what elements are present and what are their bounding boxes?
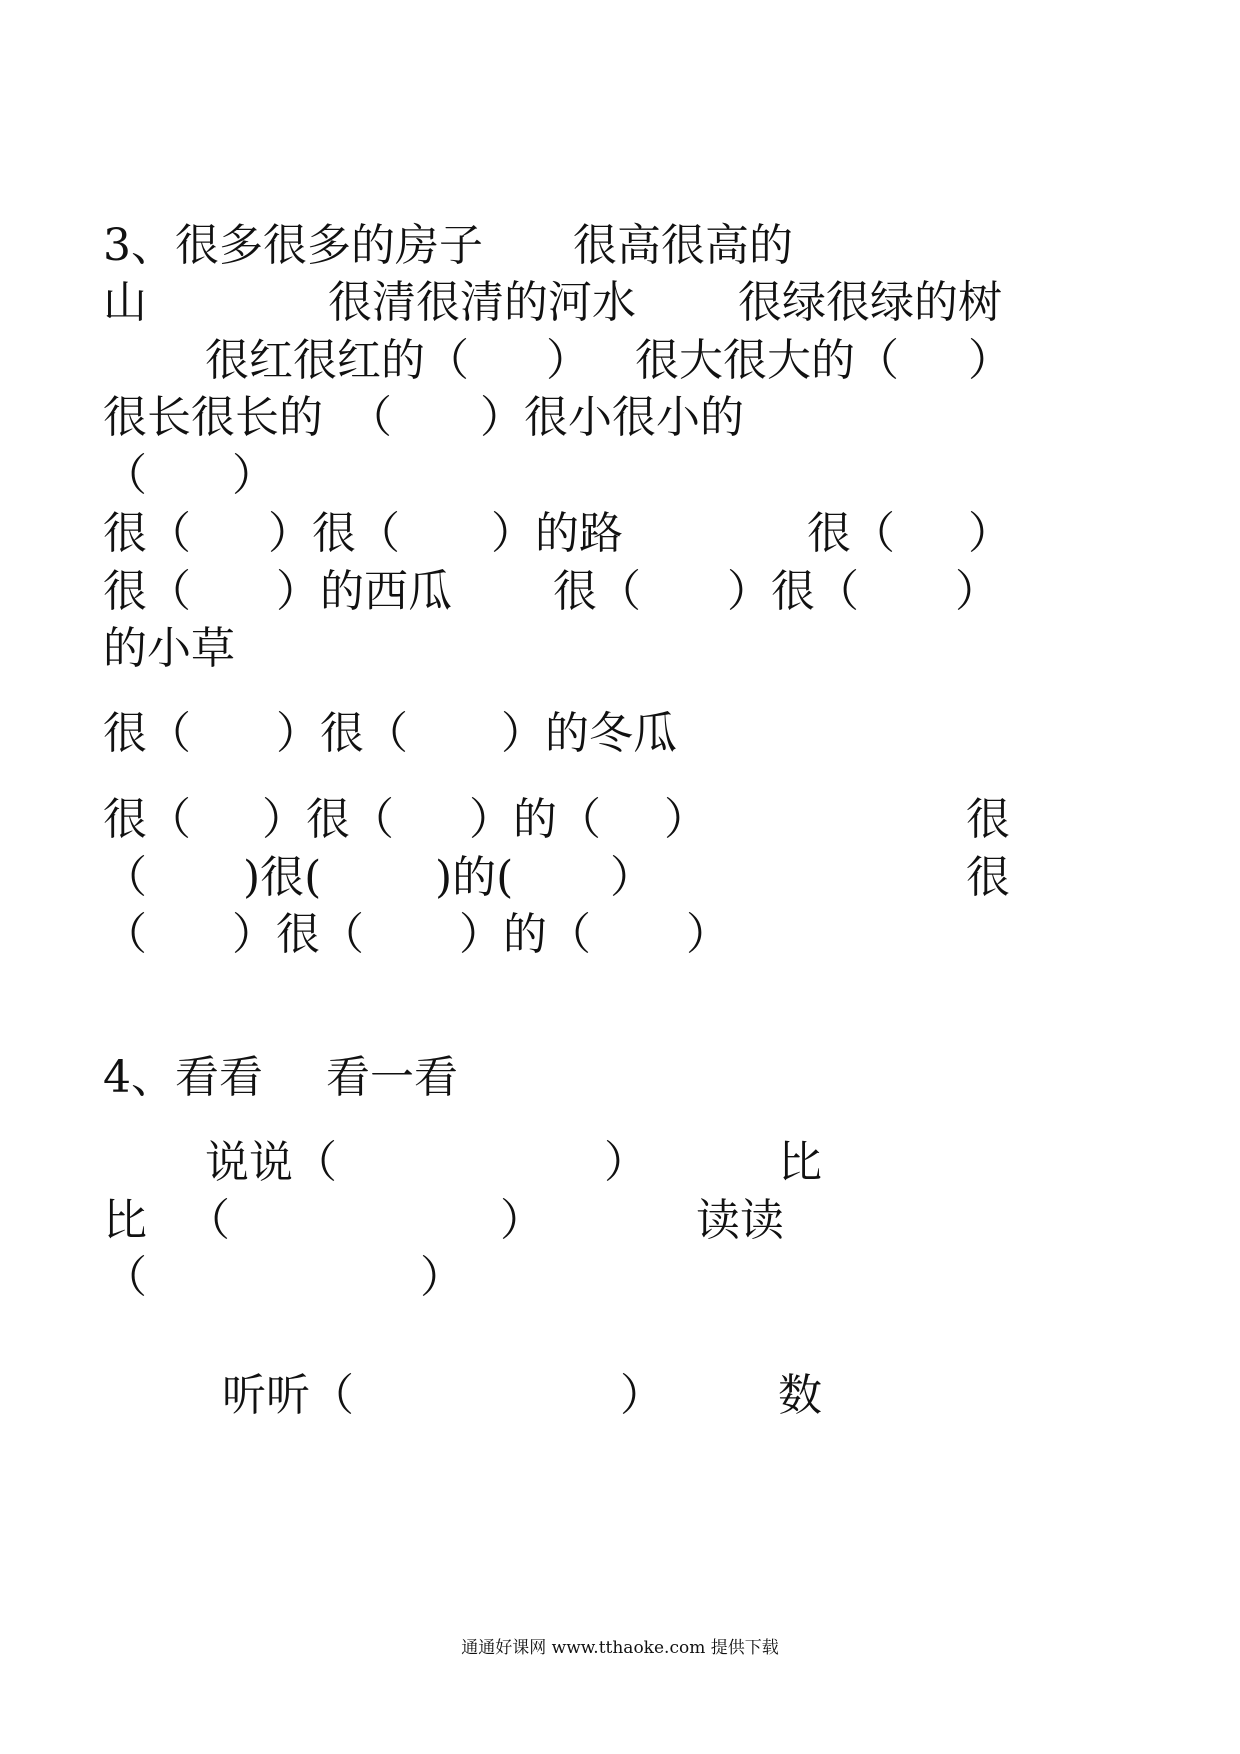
text-segment: ） [232, 450, 276, 501]
text-segment: 很大很大的（ [635, 335, 899, 386]
text-segment: 的小草 [103, 623, 235, 674]
text-segment: ） [968, 335, 1012, 386]
text-segment: （ [103, 852, 147, 903]
text-segment: 很（ [103, 508, 191, 559]
text-segment: 很绿很绿的树 [738, 277, 1002, 328]
text-segment: 比 [103, 1195, 147, 1246]
text-segment: ） [955, 566, 999, 617]
text-segment: ） [968, 508, 1012, 559]
text-segment: 很红很红的（ [205, 335, 469, 386]
text-segment: ） [420, 1252, 464, 1303]
text-segment: （ [103, 909, 147, 960]
text-segment: )的( [435, 852, 514, 903]
text-segment: 山 [103, 277, 147, 328]
text-segment: 很（ [103, 708, 191, 759]
text-segment: 看一看 [326, 1052, 458, 1103]
text-segment: 说说（ [205, 1137, 337, 1188]
text-segment: ） [610, 852, 654, 903]
text-segment: 3、很多很多的房子 [103, 220, 483, 271]
text-segment: ）很小很小的 [480, 392, 744, 443]
text-segment: ） [500, 1195, 544, 1246]
text-segment: ）的冬瓜 [501, 708, 677, 759]
text-segment: ） [664, 794, 708, 845]
text-segment: 数 [778, 1370, 822, 1421]
text-segment: )很( [243, 852, 322, 903]
q4-line-5 [0, 1370, 822, 1594]
text-segment: ）很（ [276, 708, 408, 759]
text-segment: 很清很清的河水 [328, 277, 636, 328]
text-segment: 很（ [807, 508, 895, 559]
text-segment: 很 [966, 852, 1010, 903]
text-segment: 很高很高的 [573, 220, 793, 271]
text-segment: （ [103, 450, 147, 501]
page-footer: 通通好课网 www.tthaoke.com 提供下载 [461, 1638, 779, 1658]
text-segment: 很 [966, 794, 1010, 845]
text-segment: ）很（ [268, 508, 400, 559]
text-segment: ） [620, 1370, 664, 1421]
text-segment: 很（ [553, 566, 641, 617]
text-segment: ） [604, 1137, 648, 1188]
text-segment: 4、看看 [103, 1052, 263, 1103]
text-segment: ）的（ [469, 794, 601, 845]
text-segment: ） [686, 909, 730, 960]
text-segment: 读读 [696, 1195, 784, 1246]
text-segment: ）很（ [262, 794, 394, 845]
text-segment: 听听（ [222, 1370, 354, 1421]
text-segment: 很（ [103, 794, 191, 845]
text-segment: 很长很长的 [103, 392, 323, 443]
text-segment: ）很（ [232, 909, 364, 960]
text-segment: 很（ [103, 566, 191, 617]
text-segment: ）的路 [491, 508, 623, 559]
text-segment: （ [186, 1195, 230, 1246]
text-segment: 比 [778, 1137, 822, 1188]
text-segment: ）的西瓜 [276, 566, 452, 617]
text-segment: ）的（ [459, 909, 591, 960]
text-segment: （ [348, 392, 392, 443]
text-segment: ） [546, 335, 590, 386]
text-segment: （ [103, 1252, 147, 1303]
text-segment: ）很（ [727, 566, 859, 617]
